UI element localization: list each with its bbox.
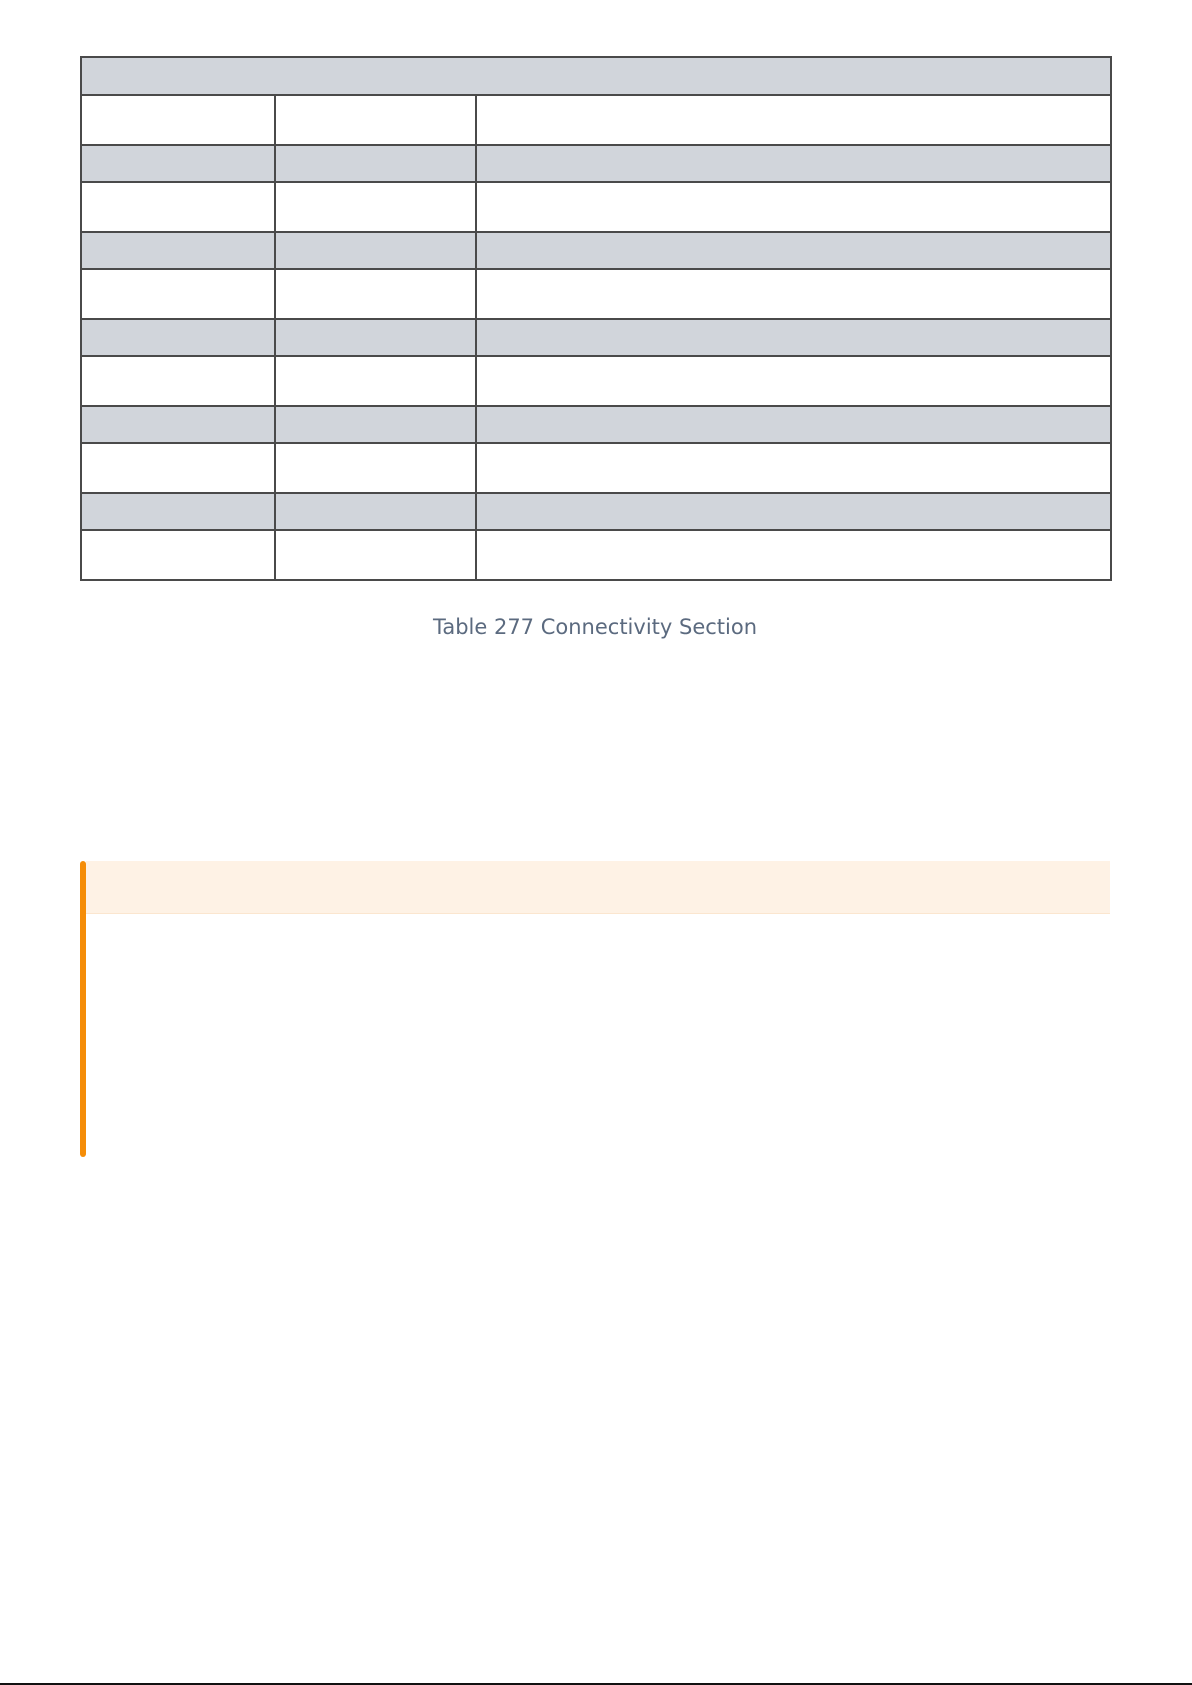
table-cell (476, 95, 1111, 145)
table-cell (476, 493, 1111, 530)
table-row (81, 182, 1111, 232)
table-cell (476, 443, 1111, 493)
table-row (81, 493, 1111, 530)
table-cell (275, 530, 476, 580)
table-row (81, 530, 1111, 580)
table-row (81, 443, 1111, 493)
table-cell (476, 269, 1111, 319)
table-cell (275, 356, 476, 406)
table-row (81, 319, 1111, 356)
table-cell (476, 356, 1111, 406)
table-header-row (81, 57, 1111, 95)
table-cell (275, 95, 476, 145)
table-cell (275, 269, 476, 319)
table-row (81, 145, 1111, 182)
table-cell (81, 493, 275, 530)
table-row (81, 95, 1111, 145)
table-cell (81, 356, 275, 406)
table-cell (476, 182, 1111, 232)
table-cell (81, 406, 275, 443)
table-cell (81, 182, 275, 232)
callout-header (86, 861, 1110, 914)
table-cell (275, 493, 476, 530)
table-row (81, 356, 1111, 406)
table-cell (81, 443, 275, 493)
table-cell (275, 443, 476, 493)
table-caption: Table 277 Connectivity Section (432, 615, 758, 639)
table-row (81, 232, 1111, 269)
table-cell (476, 319, 1111, 356)
table-cell (476, 145, 1111, 182)
table-cell (81, 269, 275, 319)
table-cell (275, 232, 476, 269)
table-cell (476, 232, 1111, 269)
table-header-cell (81, 57, 1111, 95)
note-callout (80, 861, 1110, 1157)
table-cell (275, 182, 476, 232)
table-cell (476, 530, 1111, 580)
table-row (81, 406, 1111, 443)
table-cell (476, 406, 1111, 443)
table-cell (275, 406, 476, 443)
table-cell (81, 530, 275, 580)
table-cell (275, 145, 476, 182)
table-cell (81, 232, 275, 269)
table-cell (81, 145, 275, 182)
table-cell (81, 95, 275, 145)
table-cell (81, 319, 275, 356)
table-row (81, 269, 1111, 319)
connectivity-table (80, 56, 1112, 581)
table-cell (275, 319, 476, 356)
